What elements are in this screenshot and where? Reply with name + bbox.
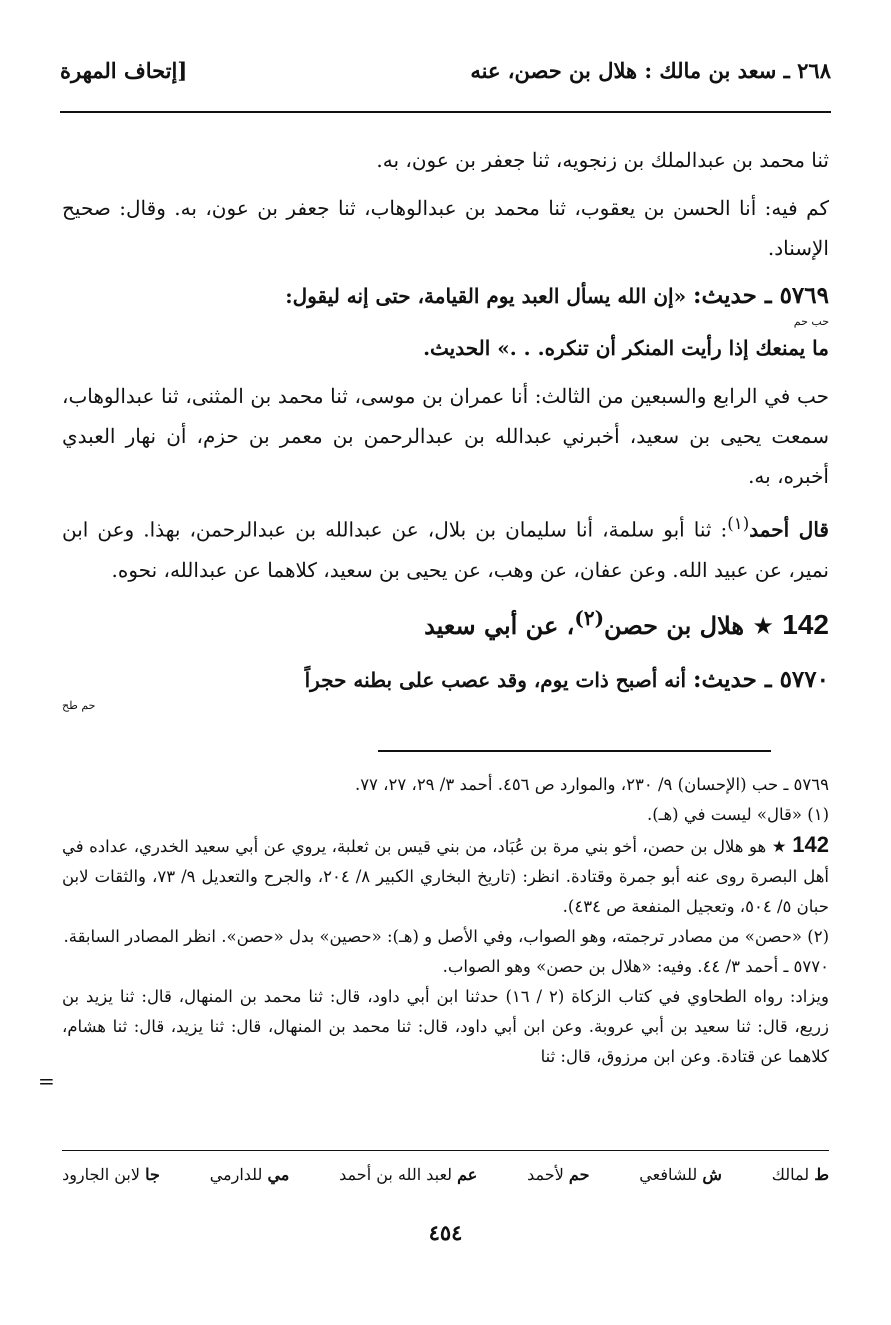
source-sigla: حم طح <box>62 698 96 712</box>
footnote: ٥٧٦٩ ـ حب (الإحسان) ٩/ ٢٣٠، والموارد ص ٤٥٦. أحمد ٣/ ٢٩، ٢٧، ٧٧. <box>354 775 829 794</box>
continuation-mark: = <box>38 1069 55 1093</box>
narrator-lead: قال أحمد <box>749 517 829 542</box>
main-text <box>62 140 829 720</box>
hadith-5770 <box>62 660 829 712</box>
page-number: ٤٥٤ <box>428 1220 463 1245</box>
abbreviation-item: عم لعبد الله بن أحمد <box>339 1165 478 1184</box>
abbreviations-rule <box>62 1150 829 1151</box>
abbreviation-item: ط لمالك <box>771 1165 829 1184</box>
running-header <box>60 58 831 98</box>
star-icon: ★ <box>771 837 787 856</box>
footnote-marker: (٢) <box>574 605 605 630</box>
section-name: هلال بن حصن <box>604 610 745 640</box>
header-rule <box>60 111 831 113</box>
hadith-5769 <box>62 276 829 368</box>
footnote: (١) «قال» ليست في (هـ). <box>646 805 829 824</box>
header-book-title: [إتحاف المهرة <box>60 58 188 83</box>
paragraph: ثنا محمد بن عبدالملك بن زنجويه، ثنا جعفر بن عون، به. <box>376 148 829 172</box>
hadith-text: «إن الله يسأل العبد يوم القيامة، حتى إنه ليقول: <box>285 284 687 308</box>
footnote-number: 142 <box>792 832 829 857</box>
section-name-rest: ، عن أبي سعيد <box>424 610 575 640</box>
footnotes <box>62 770 829 1072</box>
abbreviations-legend <box>62 1165 829 1184</box>
footnote: ٥٧٧٠ ـ أحمد ٣/ ٤٤. وفيه: «هلال بن حصن» وهو الصواب. <box>442 957 829 976</box>
abbreviation-item: حم لأحمد <box>527 1165 590 1184</box>
star-icon: ★ <box>752 611 774 640</box>
hadith-text: ما يمنعك إذا رأيت المنكر أن تنكره. . .» الحديث. <box>423 336 829 360</box>
paragraph <box>62 504 829 590</box>
footnote-text: هو هلال بن حصن، أخو بني مرة بن عُبَاد، من بني قيس بن ثعلبة، يروي عن أبي سعيد الخدري، عداده في أهل البصرة روى عنه أبو جمرة وقتادة. انظر: (تاريخ البخاري الكبير ٨/ ٢٠٤، والجرح والتعديل ٩/ ٧٣، والثقات لابن حبان ٥/ ٥٠٤، وتعجيل المنفعة ص ٤٣٤). <box>62 837 829 916</box>
abbreviation-item: مي للدارمي <box>209 1165 290 1184</box>
abbreviation-item: جا لابن الجارود <box>62 1165 160 1184</box>
paragraph: حب في الرابع والسبعين من الثالث: أنا عمران بن موسى، ثنا محمد بن المثنى، ثنا عبدالوهاب، سمعت يحيى بن سعيد، أخبرني عبدالله بن عبدالرحمن بن معمر بن حزم، أن نهار العبدي أخبره، به. <box>62 384 829 488</box>
footnote: ويزاد: رواه الطحاوي في كتاب الزكاة (٢ / ١٦) حدثنا ابن أبي داود، قال: ثنا محمد بن المنهال، قال: ثنا يزيد بن زريع، قال: ثنا سعيد بن أبي عروبة. وعن ابن أبي داود، قال: ثنا محمد بن المنهال، قال: ثنا يزيد، قال: ثنا هشام، كلاهما عن قتادة. وعن ابن مرزوق، قال: ثنا <box>62 987 829 1066</box>
footnote <box>62 830 829 922</box>
section-heading <box>62 598 829 646</box>
hadith-number: ٥٧٦٩ ـ حديث: <box>693 282 829 309</box>
hadith-number: ٥٧٧٠ ـ حديث: <box>693 665 829 693</box>
footnote-marker: (١) <box>727 514 750 533</box>
source-sigla: حب حم <box>793 315 829 328</box>
hadith-text: أنه أصبح ذات يوم، وقد عصب على بطنه حجراً <box>304 667 687 692</box>
paragraph: كم فيه: أنا الحسن بن يعقوب، ثنا محمد بن عبدالوهاب، ثنا جعفر بن عون، به. وقال: صحيح الإسناد. <box>62 196 829 260</box>
header-chapter-title: ٢٦٨ ـ سعد بن مالك : هلال بن حصن، عنه <box>470 58 831 83</box>
abbreviation-item: ش للشافعي <box>639 1165 722 1184</box>
footnote: (٢) «حصن» من مصادر ترجمته، وهو الصواب، وفي الأصل و (هـ): «حصين» بدل «حصن». انظر المصادر السابقة. <box>63 927 829 946</box>
section-number: 142 <box>782 608 829 640</box>
footnote-rule <box>378 750 771 752</box>
paragraph-text: : ثنا أبو سلمة، أنا سليمان بن بلال، عن عبدالله بن عبدالرحمن، بهذا. وعن ابن نمير، عن عبيد الله. وعن عفان، عن وهب، عن يحيى بن سعيد، كلاهما عن عبدالله، نحوه. <box>62 517 829 582</box>
